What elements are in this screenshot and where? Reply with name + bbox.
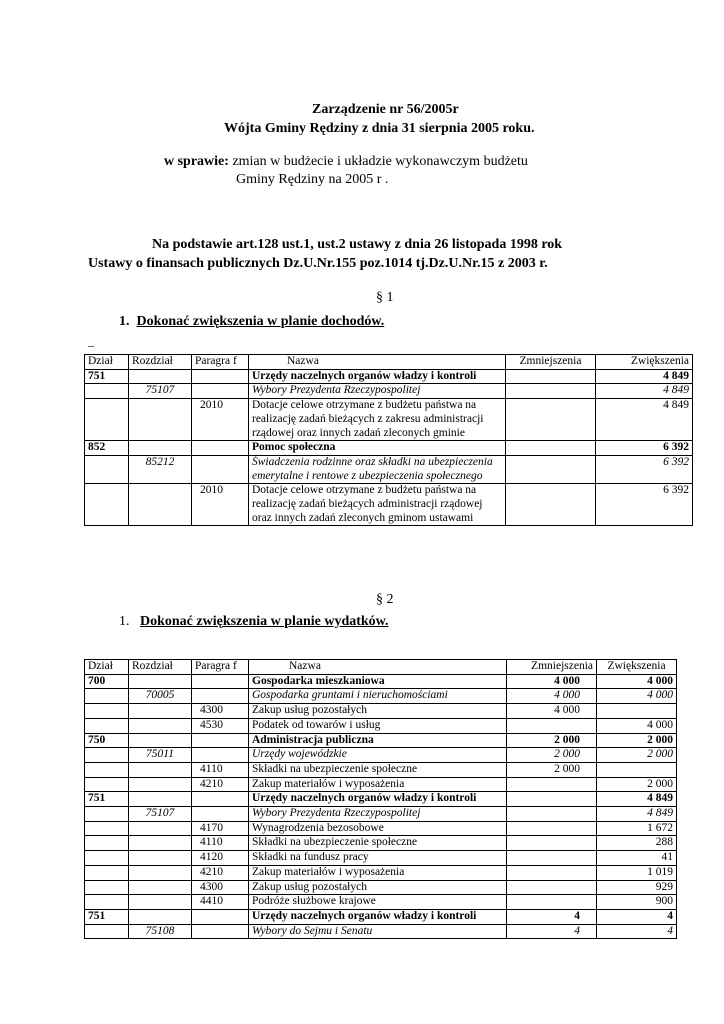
cell-zwiekszenia: 6 392 (596, 441, 693, 456)
cell-paragraf (192, 807, 249, 822)
cell-paragraf: 4210 (192, 865, 249, 880)
cell-zmniejszenia: 2 000 (507, 762, 597, 777)
cell-zmniejszenia (507, 718, 597, 733)
document-title: Zarządzenie nr 56/2005r (312, 102, 459, 117)
cell-zmniejszenia: 4 000 (507, 704, 597, 719)
cell-rozdzial (129, 895, 192, 910)
header-rozdzial: Rozdział (129, 355, 192, 370)
cell-rozdzial (129, 821, 192, 836)
cell-zwiekszenia: 4 849 (597, 792, 677, 807)
cell-zmniejszenia (506, 484, 596, 526)
cell-zmniejszenia: 4 000 (507, 689, 597, 704)
cell-dzial (85, 399, 129, 441)
section-2-heading-number: 1. (119, 614, 130, 629)
cell-dzial (85, 865, 129, 880)
cell-nazwa: Zakup materiałów i wyposażenia (249, 865, 507, 880)
cell-zwiekszenia: 929 (597, 880, 677, 895)
table-row (85, 384, 693, 399)
cell-nazwa: Dotacje celowe otrzymane z budżetu państwa na realizację zadań bieżących z zakresu administracji rządowej oraz innych zadań zleconych gminie (249, 399, 506, 441)
cell-rozdzial (129, 441, 192, 456)
cell-zmniejszenia (507, 821, 597, 836)
cell-zmniejszenia (507, 807, 597, 822)
cell-zmniejszenia: 4 (507, 924, 597, 939)
cell-zmniejszenia (506, 369, 596, 384)
cell-nazwa: Wybory do Sejmu i Senatu (249, 924, 507, 939)
cell-nazwa: Urzędy naczelnych organów władzy i kontroli (249, 909, 507, 924)
cell-rozdzial (129, 792, 192, 807)
cell-zmniejszenia: 4 000 (507, 674, 597, 689)
cell-nazwa: Zakup usług pozostałych (249, 880, 507, 895)
cell-rozdzial: 75108 (129, 924, 192, 939)
cell-zmniejszenia (507, 777, 597, 792)
table-row (85, 792, 677, 807)
cell-nazwa: Gospodarka gruntami i nieruchomościami (249, 689, 507, 704)
legal-basis-line-2: Ustawy o finansach publicznych Dz.U.Nr.155 poz.1014 tj.Dz.U.Nr.15 z 2003 r. (88, 256, 548, 271)
table-row (85, 674, 677, 689)
cell-zwiekszenia: 41 (597, 851, 677, 866)
cell-rozdzial (129, 836, 192, 851)
cell-rozdzial: 75011 (129, 748, 192, 763)
header-zwiekszenia: Zwiększenia (597, 660, 677, 675)
document-issuer-date: Wójta Gminy Rędziny z dnia 31 sierpnia 2005 roku. (224, 121, 535, 136)
cell-zwiekszenia: 4 849 (596, 384, 693, 399)
stray-mark: _ (88, 334, 94, 348)
cell-dzial (85, 384, 129, 399)
cell-zmniejszenia: 2 000 (507, 733, 597, 748)
cell-zmniejszenia (506, 441, 596, 456)
cell-rozdzial (129, 880, 192, 895)
cell-nazwa: Pomoc społeczna (249, 441, 506, 456)
cell-dzial: 750 (85, 733, 129, 748)
cell-rozdzial (129, 733, 192, 748)
cell-nazwa: Gospodarka mieszkaniowa (249, 674, 507, 689)
cell-zwiekszenia: 2 000 (597, 733, 677, 748)
cell-zwiekszenia: 1 019 (597, 865, 677, 880)
cell-paragraf: 4530 (192, 718, 249, 733)
cell-nazwa: Podatek od towarów i usług (249, 718, 507, 733)
cell-dzial (85, 836, 129, 851)
cell-dzial (85, 484, 129, 526)
cell-zwiekszenia: 2 000 (597, 777, 677, 792)
cell-zmniejszenia: 2 000 (507, 748, 597, 763)
cell-dzial (85, 880, 129, 895)
cell-paragraf (192, 689, 249, 704)
cell-zwiekszenia: 4 (597, 909, 677, 924)
table-row (85, 704, 677, 719)
cell-zwiekszenia (597, 762, 677, 777)
table-row (85, 895, 677, 910)
cell-dzial: 751 (85, 369, 129, 384)
cell-rozdzial (129, 909, 192, 924)
cell-paragraf (192, 924, 249, 939)
cell-zwiekszenia: 4 (597, 924, 677, 939)
header-zmniejszenia: Zmniejszenia (507, 660, 597, 675)
cell-dzial: 751 (85, 909, 129, 924)
cell-zmniejszenia (507, 792, 597, 807)
cell-dzial (85, 821, 129, 836)
cell-paragraf: 4170 (192, 821, 249, 836)
subject-label: w sprawie: (164, 154, 229, 169)
header-paragraf: Paragra f (192, 355, 249, 370)
cell-rozdzial (129, 777, 192, 792)
section-2-heading (119, 614, 389, 630)
cell-zwiekszenia (597, 704, 677, 719)
cell-zmniejszenia (507, 895, 597, 910)
cell-dzial: 751 (85, 792, 129, 807)
cell-nazwa: Składki na fundusz pracy (249, 851, 507, 866)
cell-nazwa: Dotacje celowe otrzymane z budżetu państwa na realizację zadań bieżących administracji rządowej oraz innych zadań zleconych gminom ustawami (249, 484, 506, 526)
table-row (85, 733, 677, 748)
section-1-heading (119, 314, 384, 330)
cell-paragraf: 4300 (192, 880, 249, 895)
header-nazwa: Nazwa (249, 355, 506, 370)
cell-nazwa: Zakup materiałów i wyposażenia (249, 777, 507, 792)
cell-dzial: 700 (85, 674, 129, 689)
table-row (85, 821, 677, 836)
cell-zmniejszenia (507, 865, 597, 880)
cell-nazwa: Administracja publiczna (249, 733, 507, 748)
cell-paragraf (192, 455, 249, 483)
cell-nazwa: Wybory Prezydenta Rzeczypospolitej (249, 384, 506, 399)
table-row (85, 399, 693, 441)
cell-paragraf (192, 748, 249, 763)
section-1-heading-text: Dokonać zwiększenia w planie dochodów. (136, 314, 385, 329)
cell-paragraf (192, 792, 249, 807)
cell-dzial (85, 777, 129, 792)
cell-nazwa: Urzędy naczelnych organów władzy i kontroli (249, 792, 507, 807)
section-1-heading-number: 1. (119, 314, 130, 329)
table-row (85, 369, 693, 384)
income-table-header (85, 355, 693, 370)
cell-zmniejszenia (506, 455, 596, 483)
cell-zmniejszenia: 4 (507, 909, 597, 924)
table-row (85, 455, 693, 483)
cell-dzial (85, 924, 129, 939)
cell-paragraf: 2010 (192, 484, 249, 526)
expense-table-header (85, 660, 677, 675)
subject-text-1: zmian w budżecie i układzie wykonawczym budżetu (228, 154, 528, 169)
cell-paragraf: 4300 (192, 704, 249, 719)
cell-paragraf: 4120 (192, 851, 249, 866)
cell-zwiekszenia: 288 (597, 836, 677, 851)
cell-paragraf (192, 674, 249, 689)
cell-dzial (85, 851, 129, 866)
cell-nazwa: Składki na ubezpieczenie społeczne (249, 836, 507, 851)
cell-nazwa: Urzędy wojewódzkie (249, 748, 507, 763)
table-row (85, 484, 693, 526)
cell-dzial (85, 689, 129, 704)
subject-line-2: Gminy Rędziny na 2005 r . (236, 172, 389, 187)
section-2-mark: § 2 (376, 592, 394, 607)
cell-rozdzial (129, 369, 192, 384)
cell-dzial (85, 718, 129, 733)
cell-zwiekszenia: 4 849 (596, 369, 693, 384)
cell-zwiekszenia: 2 000 (597, 748, 677, 763)
table-row (85, 762, 677, 777)
cell-rozdzial (129, 718, 192, 733)
header-zmniejszenia: Zmniejszenia (506, 355, 596, 370)
cell-zwiekszenia: 4 000 (597, 674, 677, 689)
cell-paragraf: 4410 (192, 895, 249, 910)
income-table (84, 354, 693, 526)
cell-zmniejszenia (506, 399, 596, 441)
cell-nazwa: Składki na ubezpieczenie społeczne (249, 762, 507, 777)
cell-rozdzial (129, 484, 192, 526)
table-row (85, 689, 677, 704)
cell-zmniejszenia (506, 384, 596, 399)
cell-paragraf: 2010 (192, 399, 249, 441)
legal-basis-line-1: Na podstawie art.128 ust.1, ust.2 ustawy z dnia 26 listopada 1998 rok (152, 237, 563, 252)
cell-paragraf: 4110 (192, 836, 249, 851)
cell-dzial (85, 455, 129, 483)
cell-paragraf: 4110 (192, 762, 249, 777)
table-row (85, 880, 677, 895)
cell-dzial (85, 895, 129, 910)
table-row (85, 807, 677, 822)
table-row (85, 865, 677, 880)
cell-dzial (85, 704, 129, 719)
cell-rozdzial (129, 851, 192, 866)
cell-zwiekszenia: 4 000 (597, 689, 677, 704)
cell-zwiekszenia: 900 (597, 895, 677, 910)
table-row (85, 924, 677, 939)
cell-paragraf: 4210 (192, 777, 249, 792)
header-nazwa: Nazwa (249, 660, 507, 675)
cell-zwiekszenia: 1 672 (597, 821, 677, 836)
cell-rozdzial: 75107 (129, 384, 192, 399)
cell-zwiekszenia: 4 849 (596, 399, 693, 441)
cell-rozdzial (129, 762, 192, 777)
cell-zwiekszenia: 6 392 (596, 484, 693, 526)
cell-rozdzial: 85212 (129, 455, 192, 483)
section-2-heading-text: Dokonać zwiększenia w planie wydatków. (140, 614, 389, 629)
cell-rozdzial: 70005 (129, 689, 192, 704)
cell-paragraf (192, 441, 249, 456)
expense-table (84, 659, 677, 939)
header-dzial: Dział (85, 660, 129, 675)
cell-nazwa: Wynagrodzenia bezosobowe (249, 821, 507, 836)
table-row (85, 748, 677, 763)
header-rozdzial: Rozdział (129, 660, 192, 675)
cell-nazwa: Podróże służbowe krajowe (249, 895, 507, 910)
cell-nazwa: Zakup usług pozostałych (249, 704, 507, 719)
cell-paragraf (192, 369, 249, 384)
cell-zwiekszenia: 4 849 (597, 807, 677, 822)
cell-dzial (85, 748, 129, 763)
cell-nazwa: Urzędy naczelnych organów władzy i kontroli (249, 369, 506, 384)
cell-dzial: 852 (85, 441, 129, 456)
cell-rozdzial (129, 674, 192, 689)
subject-line-1 (164, 154, 528, 170)
cell-paragraf (192, 733, 249, 748)
cell-paragraf (192, 909, 249, 924)
cell-paragraf (192, 384, 249, 399)
cell-rozdzial: 75107 (129, 807, 192, 822)
cell-zmniejszenia (507, 836, 597, 851)
section-1-mark: § 1 (376, 290, 394, 305)
table-row (85, 909, 677, 924)
cell-rozdzial (129, 704, 192, 719)
cell-zwiekszenia: 6 392 (596, 455, 693, 483)
header-paragraf: Paragra f (192, 660, 249, 675)
table-row (85, 441, 693, 456)
cell-nazwa: Wybory Prezydenta Rzeczypospolitej (249, 807, 507, 822)
cell-rozdzial (129, 399, 192, 441)
header-dzial: Dział (85, 355, 129, 370)
cell-zmniejszenia (507, 880, 597, 895)
cell-rozdzial (129, 865, 192, 880)
table-row (85, 777, 677, 792)
cell-zwiekszenia: 4 000 (597, 718, 677, 733)
table-row (85, 718, 677, 733)
table-row (85, 851, 677, 866)
cell-dzial (85, 807, 129, 822)
cell-dzial (85, 762, 129, 777)
cell-nazwa: Świadczenia rodzinne oraz składki na ubezpieczenia emerytalne i rentowe z ubezpieczenia społecznego (249, 455, 506, 483)
table-row (85, 836, 677, 851)
cell-zmniejszenia (507, 851, 597, 866)
header-zwiekszenia: Zwiększenia (596, 355, 693, 370)
